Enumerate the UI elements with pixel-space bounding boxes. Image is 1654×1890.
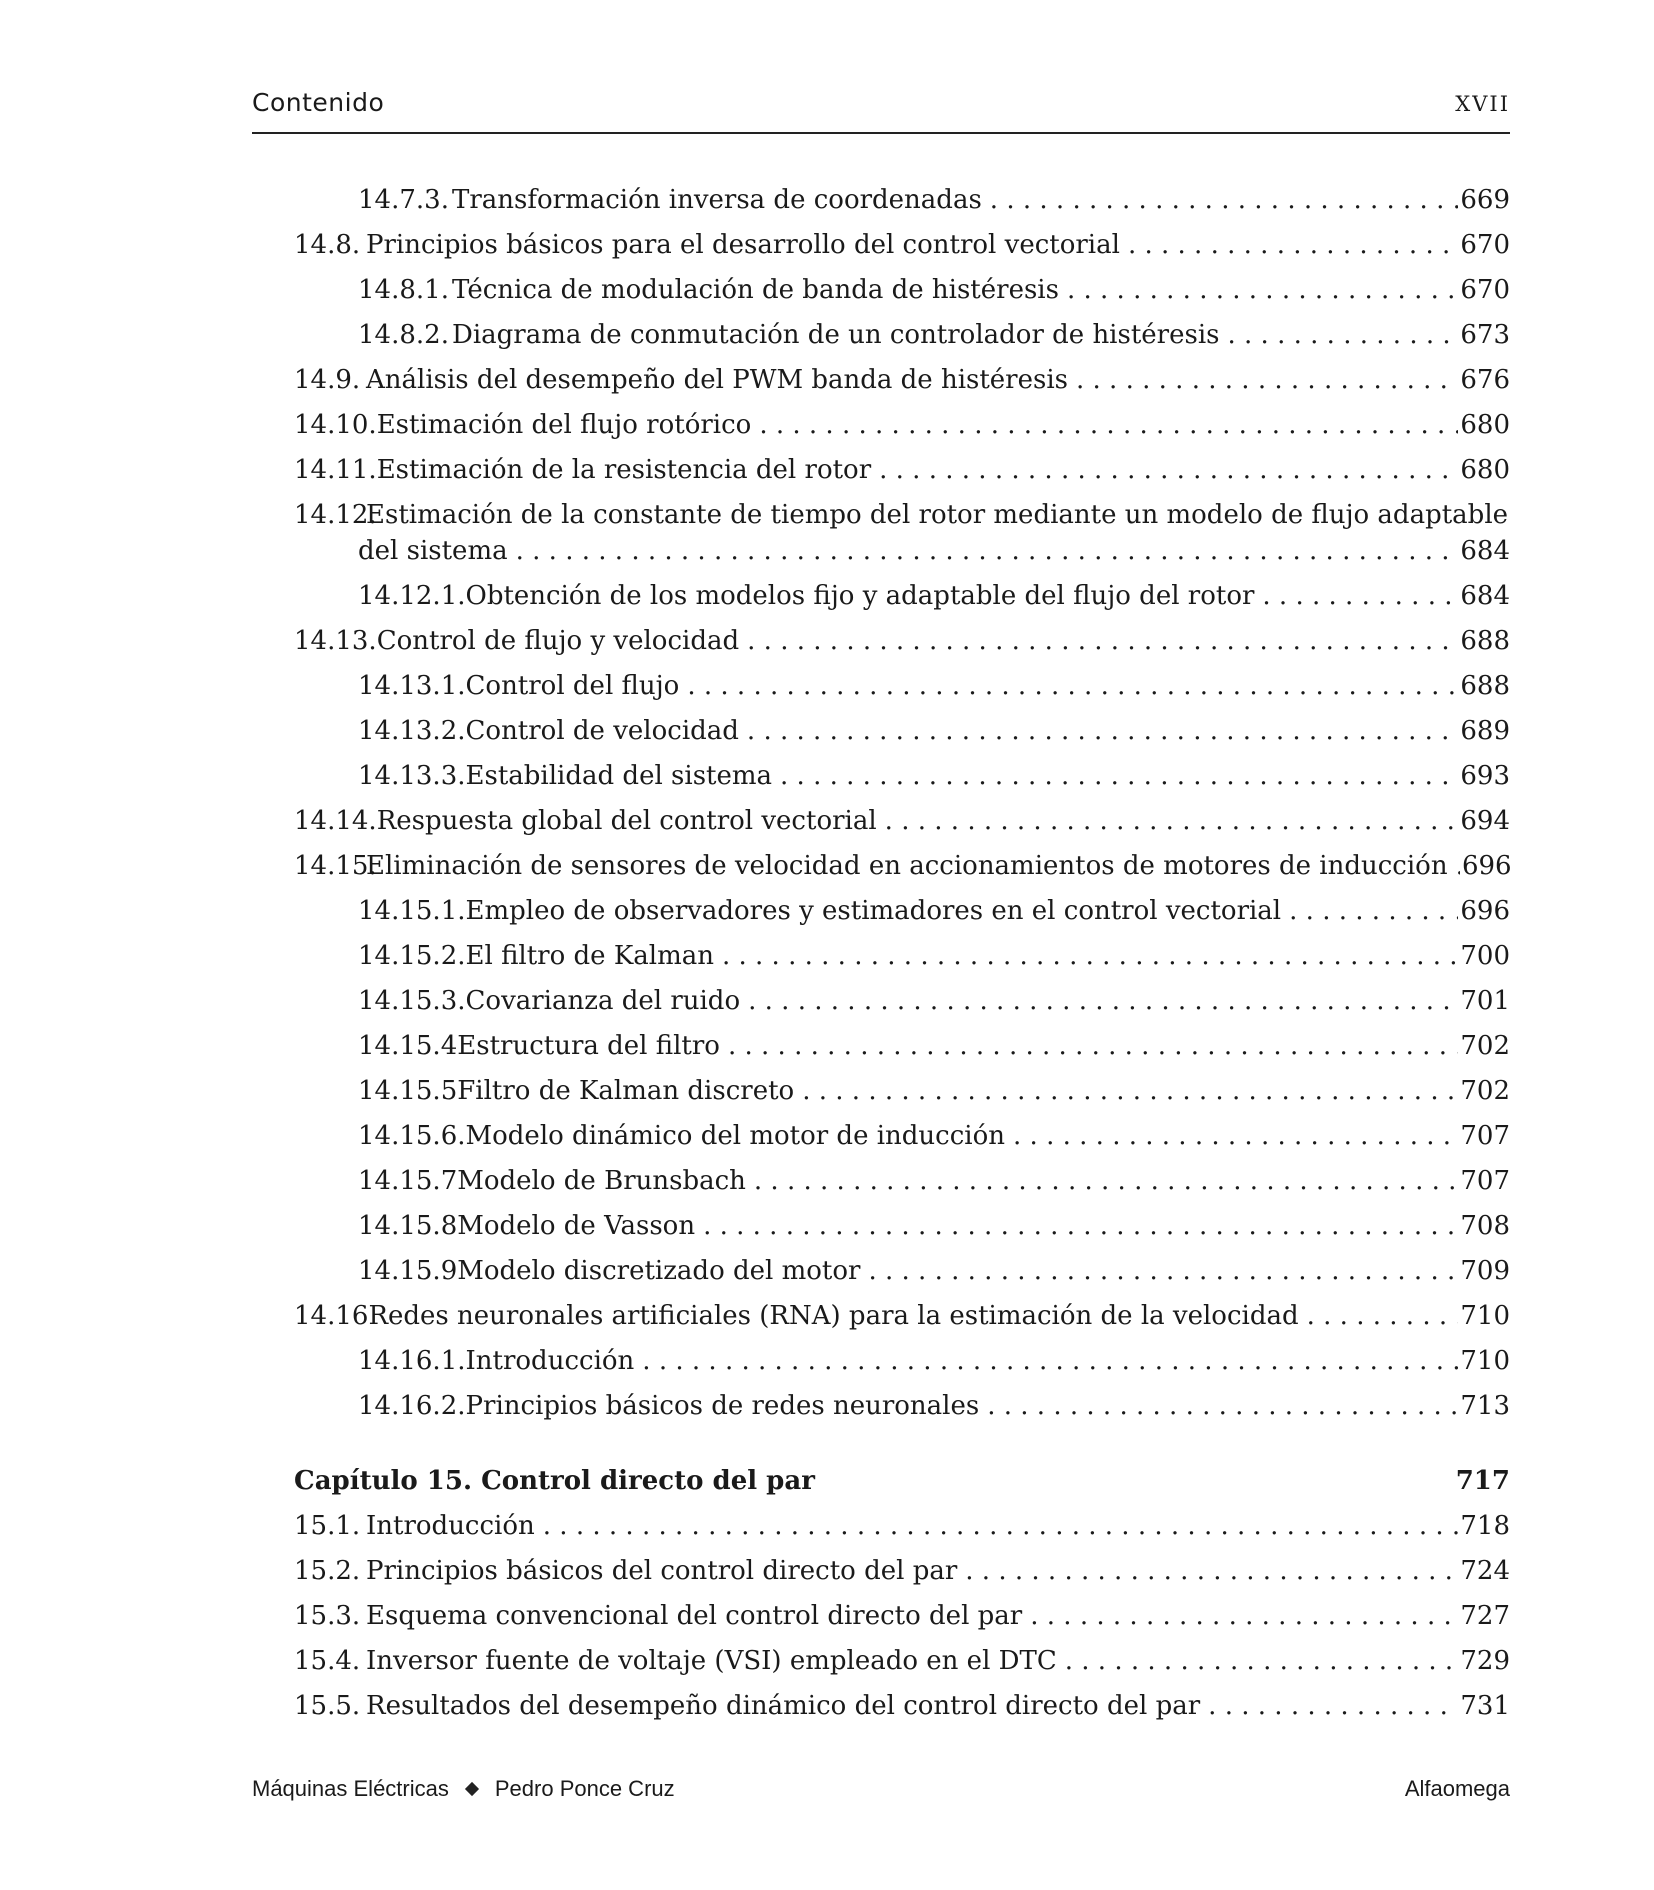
leader-dots — [990, 178, 1458, 223]
toc-entry[interactable] — [252, 844, 1510, 889]
toc-entry-title: Principios básicos del control directo del par — [366, 1556, 958, 1586]
toc-entry-page: 731 — [1460, 1691, 1510, 1721]
leader-dots — [1262, 574, 1458, 619]
toc-entry-multiline[interactable] — [252, 493, 1510, 574]
toc-entry[interactable] — [252, 709, 1510, 754]
toc-entry-number: 15.3. — [294, 1601, 361, 1631]
page-footer — [252, 1776, 1510, 1802]
leader-dots — [748, 979, 1458, 1024]
toc-entry[interactable] — [252, 1339, 1510, 1384]
toc-entry-title: Modelo de Brunsbach — [457, 1166, 746, 1196]
toc-entry[interactable] — [252, 889, 1510, 934]
toc-entry-title: Estimación de la resistencia del rotor — [376, 455, 872, 485]
toc-entry-page: 727 — [1460, 1601, 1510, 1631]
toc-entry[interactable] — [252, 1504, 1510, 1549]
toc-entry-title: Respuesta global del control vectorial — [376, 806, 877, 836]
leader-dots — [1030, 1594, 1458, 1639]
toc-entry-page: 673 — [1460, 320, 1510, 350]
toc-entry[interactable] — [252, 664, 1510, 709]
toc-entry-number: 15.5. — [294, 1691, 361, 1721]
toc-entry[interactable] — [252, 799, 1510, 844]
toc-entry-page: 718 — [1460, 1511, 1510, 1541]
toc-entry-number: 14.14. — [294, 806, 377, 836]
leader-dots — [1065, 1639, 1458, 1684]
toc-entry-number: 14.15.1. — [358, 896, 466, 926]
toc-entry-page: 680 — [1460, 455, 1510, 485]
toc-entry[interactable] — [252, 619, 1510, 664]
toc-entry-page: 688 — [1460, 671, 1510, 701]
leader-dots — [1208, 1684, 1458, 1729]
toc-entry-number: 14.15.8 — [358, 1211, 458, 1241]
toc-entry-page: 669 — [1460, 185, 1510, 215]
toc-entry[interactable] — [252, 934, 1510, 979]
toc-entry-number: 14.13.1. — [358, 671, 466, 701]
toc-entry[interactable] — [252, 979, 1510, 1024]
chapter-title: Capítulo 15. Control directo del par — [294, 1466, 815, 1496]
toc-entry-title: Inversor fuente de voltaje (VSI) empleado en el DTC — [366, 1646, 1057, 1676]
toc-entry-number: 14.13.3. — [358, 761, 466, 791]
leader-dots — [703, 1204, 1458, 1249]
leader-dots — [747, 619, 1458, 664]
toc-entry-page: 684 — [1460, 581, 1510, 611]
toc-entry-number: 14.15.4 — [358, 1031, 458, 1061]
toc-entry-page: 693 — [1460, 761, 1510, 791]
toc-entry-title: Modelo discretizado del motor — [457, 1256, 861, 1286]
leader-dots — [759, 403, 1458, 448]
toc-entry-page: 696 — [1461, 851, 1512, 881]
toc-entry-number: 15.2. — [294, 1556, 361, 1586]
header-page-number: XVII — [1455, 92, 1510, 116]
toc-entry[interactable] — [252, 574, 1510, 619]
toc-entry-title: Esquema convencional del control directo del par — [366, 1601, 1023, 1631]
toc-entry[interactable] — [252, 1024, 1510, 1069]
leader-dots — [728, 1024, 1458, 1069]
toc-entry-page: 688 — [1460, 626, 1510, 656]
toc-entry-number: 14.9. — [294, 365, 361, 395]
toc-entry-page: 708 — [1460, 1211, 1510, 1241]
chapter-heading[interactable] — [252, 1459, 1510, 1504]
leader-dots — [1289, 889, 1458, 934]
toc-entry-page: 700 — [1460, 941, 1510, 971]
leader-dots — [802, 1069, 1458, 1114]
leader-dots — [868, 1249, 1458, 1294]
toc-entry-title: Redes neuronales artificiales (RNA) para la estimación de la velocidad — [368, 1301, 1299, 1331]
toc-entry-number: 14.8.2. — [358, 320, 449, 350]
toc-entry[interactable] — [252, 313, 1510, 358]
leader-dots — [543, 1504, 1458, 1549]
toc-entry-title: Diagrama de conmutación de un controlador de histéresis — [452, 320, 1220, 350]
toc-entry-page: 710 — [1460, 1346, 1510, 1376]
toc-entry[interactable] — [252, 178, 1510, 223]
toc-entry[interactable] — [252, 1594, 1510, 1639]
toc-entry-title: Análisis del desempeño del PWM banda de histéresis — [366, 365, 1068, 395]
toc-entry-page: 696 — [1460, 896, 1510, 926]
toc-entry-page: 689 — [1460, 716, 1510, 746]
toc-entry-title: Estimación de la constante de tiempo del rotor mediante un modelo de flujo adaptable — [366, 500, 1509, 530]
toc-entry-title: Covarianza del ruido — [465, 986, 741, 1016]
toc-entry-number: 14.16.1. — [358, 1346, 466, 1376]
toc-entry-page: 702 — [1460, 1076, 1510, 1106]
toc-entry[interactable] — [252, 358, 1510, 403]
diamond-icon — [465, 1782, 479, 1796]
leader-dots — [965, 1549, 1458, 1594]
toc-entry-title: Modelo dinámico del motor de inducción — [465, 1121, 1006, 1151]
toc-entry-number: 14.16.2. — [358, 1391, 466, 1421]
toc-entry-page: 729 — [1460, 1646, 1510, 1676]
toc-entry[interactable] — [252, 268, 1510, 313]
footer-author: Pedro Ponce Cruz — [494, 1776, 675, 1801]
toc-entry-number: 14.13. — [294, 626, 377, 656]
toc-entry[interactable] — [252, 403, 1510, 448]
toc-entry-title: Modelo de Vasson — [457, 1211, 696, 1241]
toc-entry[interactable] — [252, 1684, 1510, 1729]
toc-entry[interactable] — [252, 1114, 1510, 1159]
page-header — [252, 88, 1510, 134]
toc-entry-number: 14.13.2. — [358, 716, 466, 746]
leader-dots — [1128, 223, 1458, 268]
toc-entry[interactable] — [252, 1249, 1510, 1294]
toc-entry-title: Filtro de Kalman discreto — [457, 1076, 795, 1106]
leader-dots — [747, 709, 1458, 754]
toc-entry-title-continued: del sistema — [358, 536, 508, 566]
toc-entry-page: 676 — [1460, 365, 1510, 395]
table-of-contents — [252, 178, 1510, 1729]
toc-entry-title: Técnica de modulación de banda de histéresis — [452, 275, 1059, 305]
leader-dots — [687, 664, 1458, 709]
toc-entry-title: Introducción — [366, 1511, 535, 1541]
toc-entry-page: 713 — [1460, 1391, 1510, 1421]
toc-entry[interactable] — [252, 223, 1510, 268]
toc-entry-title: Estimación del flujo rotórico — [376, 410, 752, 440]
leader-dots — [1228, 313, 1459, 358]
toc-entry-title: Control del flujo — [465, 671, 680, 701]
leader-dots — [1013, 1114, 1458, 1159]
toc-entry-page: 724 — [1460, 1556, 1510, 1586]
toc-entry-number: 14.7.3. — [358, 185, 449, 215]
toc-entry-title: Principios básicos para el desarrollo del control vectorial — [366, 230, 1120, 260]
toc-entry-title: Control de velocidad — [465, 716, 739, 746]
toc-entry-number: 14.8. — [294, 230, 361, 260]
toc-entry[interactable] — [252, 1639, 1510, 1684]
toc-entry-number: 14.15.9 — [358, 1256, 458, 1286]
chapter-page: 717 — [1455, 1466, 1510, 1496]
toc-entry-number: 14.12. — [294, 500, 377, 530]
toc-entry-title: Introducción — [465, 1346, 635, 1376]
toc-entry-page: 670 — [1460, 275, 1510, 305]
toc-entry-page: 709 — [1460, 1256, 1510, 1286]
leader-dots — [516, 533, 1458, 569]
toc-entry-title: Resultados del desempeño dinámico del control directo del par — [366, 1691, 1201, 1721]
leader-dots — [722, 934, 1458, 979]
leader-dots — [1067, 268, 1458, 313]
header-title: Contenido — [252, 88, 385, 117]
leader-dots — [780, 754, 1458, 799]
toc-entry-number: 15.4. — [294, 1646, 361, 1676]
toc-entry-page: 702 — [1460, 1031, 1510, 1061]
toc-entry-title: Transformación inversa de coordenadas — [452, 185, 982, 215]
footer-publisher: Alfaomega — [1404, 1776, 1510, 1801]
leader-dots — [879, 448, 1458, 493]
leader-dots — [754, 1159, 1458, 1204]
leader-dots — [885, 799, 1458, 844]
toc-entry-number: 14.12.1. — [358, 581, 466, 611]
toc-entry-title: El filtro de Kalman — [465, 941, 714, 971]
leader-dots — [987, 1384, 1458, 1429]
toc-entry[interactable] — [252, 1069, 1510, 1114]
toc-entry[interactable] — [252, 448, 1510, 493]
toc-entry-page: 710 — [1460, 1301, 1510, 1331]
leader-dots — [1307, 1294, 1458, 1339]
toc-entry-title: Empleo de observadores y estimadores en el control vectorial — [465, 896, 1282, 926]
toc-entry-page: 680 — [1460, 410, 1510, 440]
toc-entry[interactable] — [252, 1384, 1510, 1429]
toc-entry-page: 701 — [1460, 986, 1510, 1016]
leader-dots — [1076, 358, 1458, 403]
toc-entry-number: 14.15.7 — [358, 1166, 458, 1196]
toc-entry-number: 14.10. — [294, 410, 377, 440]
toc-entry[interactable] — [252, 1549, 1510, 1594]
toc-entry[interactable] — [252, 1294, 1510, 1339]
toc-entry-number: 14.15.2. — [358, 941, 466, 971]
toc-entry[interactable] — [252, 1204, 1510, 1249]
toc-entry-page: 670 — [1460, 230, 1510, 260]
toc-entry-number: 14.16 — [294, 1301, 369, 1331]
toc-entry-title: Estabilidad del sistema — [465, 761, 773, 791]
toc-entry-title: Estructura del filtro — [457, 1031, 720, 1061]
toc-entry-title: Obtención de los modelos fijo y adaptable del flujo del rotor — [465, 581, 1255, 611]
toc-entry-page: 694 — [1460, 806, 1510, 836]
leader-dots — [642, 1339, 1458, 1384]
toc-entry-title: Principios básicos de redes neuronales — [465, 1391, 980, 1421]
toc-entry-page: 684 — [1460, 536, 1510, 566]
toc-entry-number: 14.15.6. — [358, 1121, 466, 1151]
toc-entry-number: 15.1. — [294, 1511, 361, 1541]
footer-book-title: Máquinas Eléctricas — [252, 1776, 449, 1801]
toc-entry-page: 707 — [1460, 1166, 1510, 1196]
toc-entry[interactable] — [252, 1159, 1510, 1204]
toc-entry-title: Eliminación de sensores de velocidad en accionamientos de motores de inducción — [366, 851, 1448, 881]
toc-entry[interactable] — [252, 754, 1510, 799]
toc-entry-title: Control de flujo y velocidad — [376, 626, 740, 656]
toc-entry-page: 707 — [1460, 1121, 1510, 1151]
toc-entry-number: 14.15.3. — [358, 986, 466, 1016]
toc-entry-number: 14.15.5 — [358, 1076, 458, 1106]
toc-entry-number: 14.8.1. — [358, 275, 449, 305]
toc-entry-number: 14.11. — [294, 455, 377, 485]
toc-entry-number: 14.15. — [294, 851, 377, 881]
